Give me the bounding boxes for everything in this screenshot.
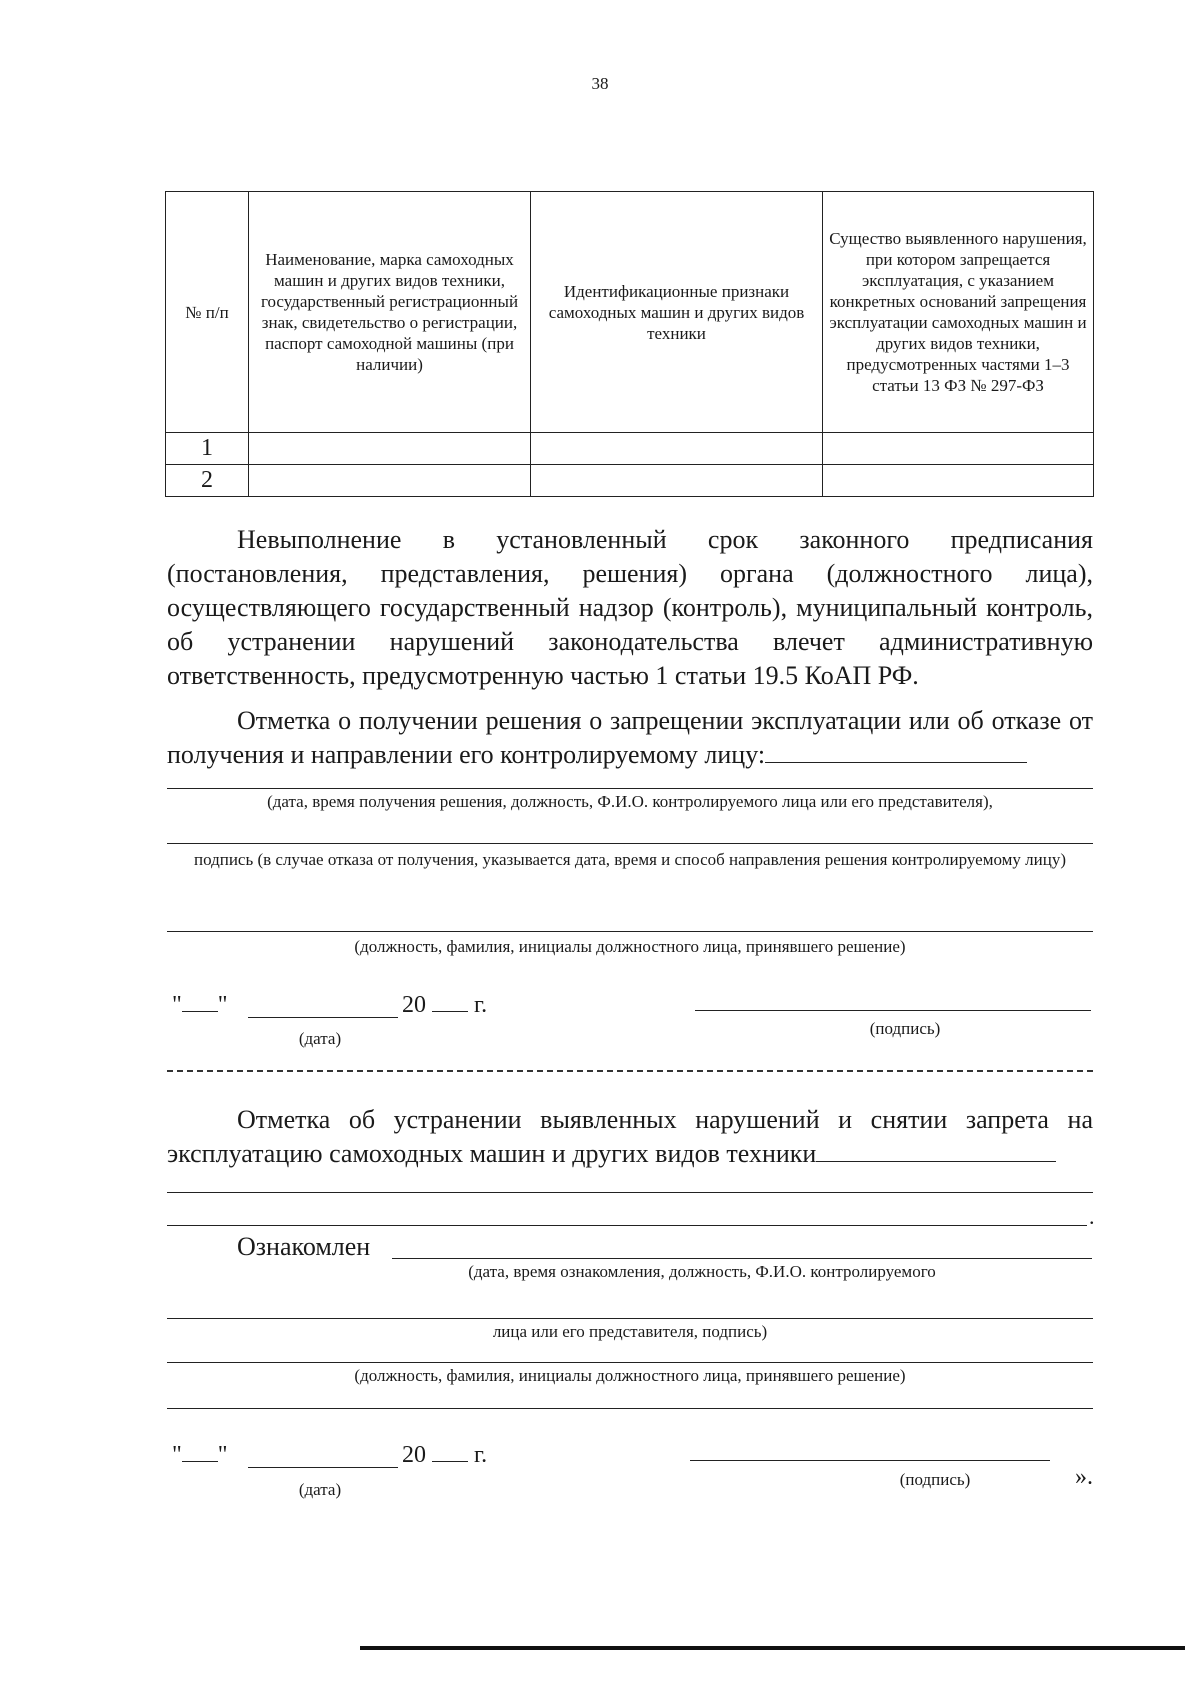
liability-paragraph: Невыполнение в установленный срок законного предписания (постановления, представления, решения) органа (должностного лица), осуществляющего государственный надзор (контроль), муниципальный контроль, об устранении нарушений законодательства влечет административную ответственность, предусмотренную частью 1 статьи 19.5 КоАП РФ. [167, 525, 1093, 690]
official-caption-2: (должность, фамилия, инициалы должностного лица, принявшего решение) [354, 1366, 906, 1385]
header-number: № п/п [166, 192, 249, 433]
date-day-1 [172, 992, 228, 1019]
header-vehicle-name: Наименование, марка самоходных машин и других видов техники, государственный регистрационный знак, свидетельство о регистрации, паспорт самоходной машины (при наличии) [249, 192, 531, 433]
year-blank[interactable] [432, 1010, 468, 1012]
receipt-blank[interactable] [765, 761, 1027, 763]
signature-line-2[interactable] [690, 1460, 1050, 1461]
elimination-line-2[interactable] [167, 1225, 1087, 1226]
table-cell[interactable] [531, 433, 823, 465]
date-day-2 [172, 1442, 228, 1469]
receipt-mark-text: Отметка о получении решения о запрещении эксплуатации или об отказе от получения и направлении его контролируемому лицу: [167, 706, 1093, 769]
elimination-mark-text: Отметка об устранении выявленных нарушений и снятии запрета на эксплуатацию самоходных машин и других видов техники [167, 1105, 1093, 1168]
violations-table [165, 191, 1094, 497]
receipt-mark-paragraph [167, 704, 1093, 772]
month-blank-1[interactable] [248, 1017, 398, 1018]
quote-close: " [217, 992, 228, 1018]
quote-open: " [172, 992, 182, 1018]
acquainted-caption-2: лица или его представителя, подпись) [492, 1322, 768, 1341]
receipt-caption: (дата, время получения решения, должность, Ф.И.О. контролируемого лица или его представителя), [267, 792, 993, 811]
row-number: 1 [166, 433, 249, 465]
year-suffix: г. [474, 992, 488, 1018]
signature-caption-2: (подпись) [899, 1470, 971, 1489]
year-suffix: г. [474, 1442, 488, 1468]
refusal-caption: подпись (в случае отказа от получения, указывается дата, время и способ направления решения контролируемому лицу) [193, 850, 1067, 869]
acquainted-line[interactable] [392, 1258, 1092, 1259]
refusal-line[interactable] [167, 843, 1093, 844]
table-row [166, 465, 1094, 497]
acquainted-label: Ознакомлен [237, 1232, 371, 1261]
signature-caption-1: (подпись) [869, 1019, 941, 1038]
table-row [166, 433, 1094, 465]
acquainted-caption-1: (дата, время ознакомления, должность, Ф.И.О. контролируемого [468, 1262, 936, 1281]
date-caption-1: (дата) [298, 1029, 342, 1048]
signature-line-1[interactable] [695, 1010, 1091, 1011]
table-cell[interactable] [823, 465, 1094, 497]
official-caption-1: (должность, фамилия, инициалы должностного лица, принявшего решение) [354, 937, 906, 956]
header-identification: Идентификационные признаки самоходных машин и других видов техники [531, 192, 823, 433]
table-cell[interactable] [823, 433, 1094, 465]
year-2 [402, 1442, 487, 1469]
receipt-line[interactable] [167, 788, 1093, 789]
table-cell[interactable] [531, 465, 823, 497]
official-line-3[interactable] [167, 1408, 1093, 1409]
cut-line [167, 1070, 1093, 1072]
trailing-dot: . [1089, 1204, 1095, 1229]
day-blank[interactable] [182, 1010, 218, 1012]
acquainted-line-2[interactable] [167, 1318, 1093, 1319]
elimination-line-1[interactable] [167, 1192, 1093, 1193]
date-caption-2: (дата) [298, 1480, 342, 1499]
page-number: 38 [591, 74, 609, 93]
header-violation-essence: Существо выявленного нарушения, при котором запрещается эксплуатация, с указанием конкретных оснований запрещения эксплуатации самоходных машин и других видов техники, предусмотренных частями 1–3 статьи 13 ФЗ № 297-ФЗ [823, 192, 1094, 433]
official-line-2[interactable] [167, 1362, 1093, 1363]
month-blank-2[interactable] [248, 1467, 398, 1468]
year-prefix: 20 [402, 992, 426, 1018]
quote-close: " [217, 1442, 228, 1468]
elimination-blank[interactable] [816, 1160, 1056, 1162]
year-prefix: 20 [402, 1442, 426, 1468]
year-blank[interactable] [432, 1460, 468, 1462]
closing-quote: ». [1075, 1464, 1093, 1490]
elimination-mark-paragraph [167, 1103, 1093, 1171]
row-number: 2 [166, 465, 249, 497]
table-cell[interactable] [249, 433, 531, 465]
table-header-row [166, 192, 1094, 433]
official-line-1[interactable] [167, 931, 1093, 932]
scan-edge-bar [360, 1646, 1185, 1650]
day-blank[interactable] [182, 1460, 218, 1462]
quote-open: " [172, 1442, 182, 1468]
table-cell[interactable] [249, 465, 531, 497]
year-1 [402, 992, 487, 1019]
